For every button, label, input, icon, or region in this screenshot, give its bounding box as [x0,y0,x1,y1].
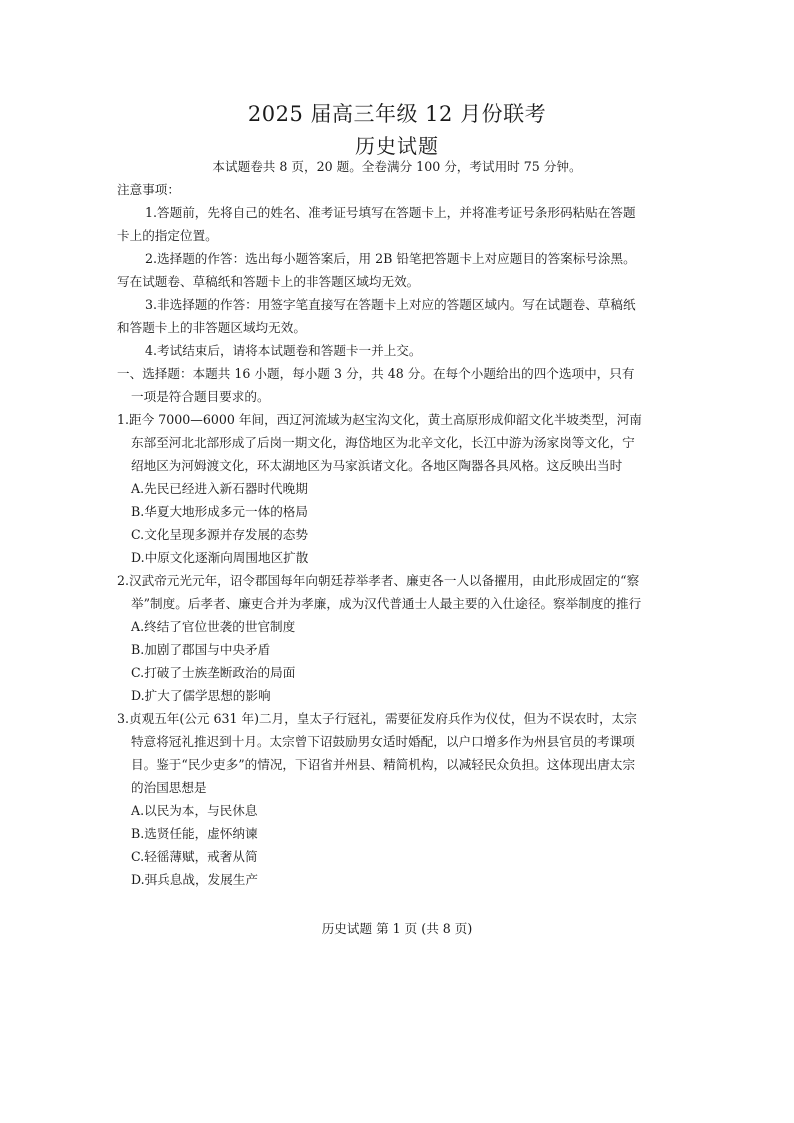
notes-heading: 注意事项： [117,182,180,197]
question-option: A.以民为本，与民休息 [131,803,258,818]
note-item: 1.答题前，先将自己的姓名、准考证号填写在答题卡上，并将准考证号条形码粘贴在答题卡上的指定位置。 [117,205,636,243]
note-item: 2.选择题的作答：选出每小题答案后，用 2B 铅笔把答题卡上对应题目的答案标号涂黑。写在试题卷、草稿纸和答题卡上的非答题区域均无效。 [117,251,636,289]
question-option: B.加剧了郡国与中央矛盾 [131,642,271,657]
exam-title: 2025 届高三年级 12 月份联考 [247,102,547,126]
exam-subject-title: 历史试题 [355,134,439,158]
question-option: C.打破了士族垄断政治的局面 [131,665,296,680]
question-option: A.终结了官位世袭的世官制度 [131,619,296,634]
question-option: A.先民已经进入新石器时代晚期 [131,481,308,496]
question-option: D.中原文化逐渐向周围地区扩散 [131,550,309,565]
question-stem: 3.贞观五年(公元 631 年)二月，皇太子行冠礼，需要征发府兵作为仪仗，但为不误农时，太宗特意将冠礼推迟到十月。太宗曾下诏鼓励男女适时婚配，以户口增多作为州县官员的考课项目。鉴于“民少吏多”的情况，下诏省并州县、精简机构，以减轻民众负担。这体现出唐太宗的治国思想是 [117,711,637,795]
exam-body [117,155,647,891]
question-stem: 1.距今 7000—6000 年间，西辽河流域为赵宝沟文化，黄土高原形成仰韶文化半坡类型，河南东部至河北北部形成了后岗一期文化，海岱地区为北辛文化，长江中游为汤家岗等文化，宁绍地区为河姆渡文化，环太湖地区为马家浜诸文化。各地区陶器各具风格。这反映出当时 [117,412,642,473]
question-option: C.轻徭薄赋，戒奢从简 [131,849,258,864]
section-heading: 一、选择题：本题共 16 小题，每小题 3 分，共 48 分。在每个小题给出的四个选项中，只有一项是符合题目要求的。 [117,366,635,404]
page-footer: 历史试题 第 1 页 (共 8 页) [321,921,473,936]
question-option: D.扩大了儒学思想的影响 [131,688,271,703]
question-option: B.选贤任能，虚怀纳谏 [131,826,258,841]
question-stem: 2.汉武帝元光元年，诏令郡国每年向朝廷荐举孝者、廉吏各一人以备擢用，由此形成固定的“察举”制度。后孝者、廉吏合并为孝廉，成为汉代普通士人最主要的入仕途径。察举制度的推行 [117,573,642,611]
note-item: 4.考试结束后，请将本试题卷和答题卡一并上交。 [145,343,422,358]
exam-intro: 本试题卷共 8 页，20 题。全卷满分 100 分，考试用时 75 分钟。 [212,159,582,174]
question-option: B.华夏大地形成多元一体的格局 [131,504,308,519]
question-option: D.弭兵息战，发展生产 [131,872,258,887]
question-option: C.文化呈现多源并存发展的态势 [131,527,308,542]
note-item: 3.非选择题的作答：用签字笔直接写在答题卡上对应的答题区域内。写在试题卷、草稿纸和答题卡上的非答题区域均无效。 [117,297,636,335]
